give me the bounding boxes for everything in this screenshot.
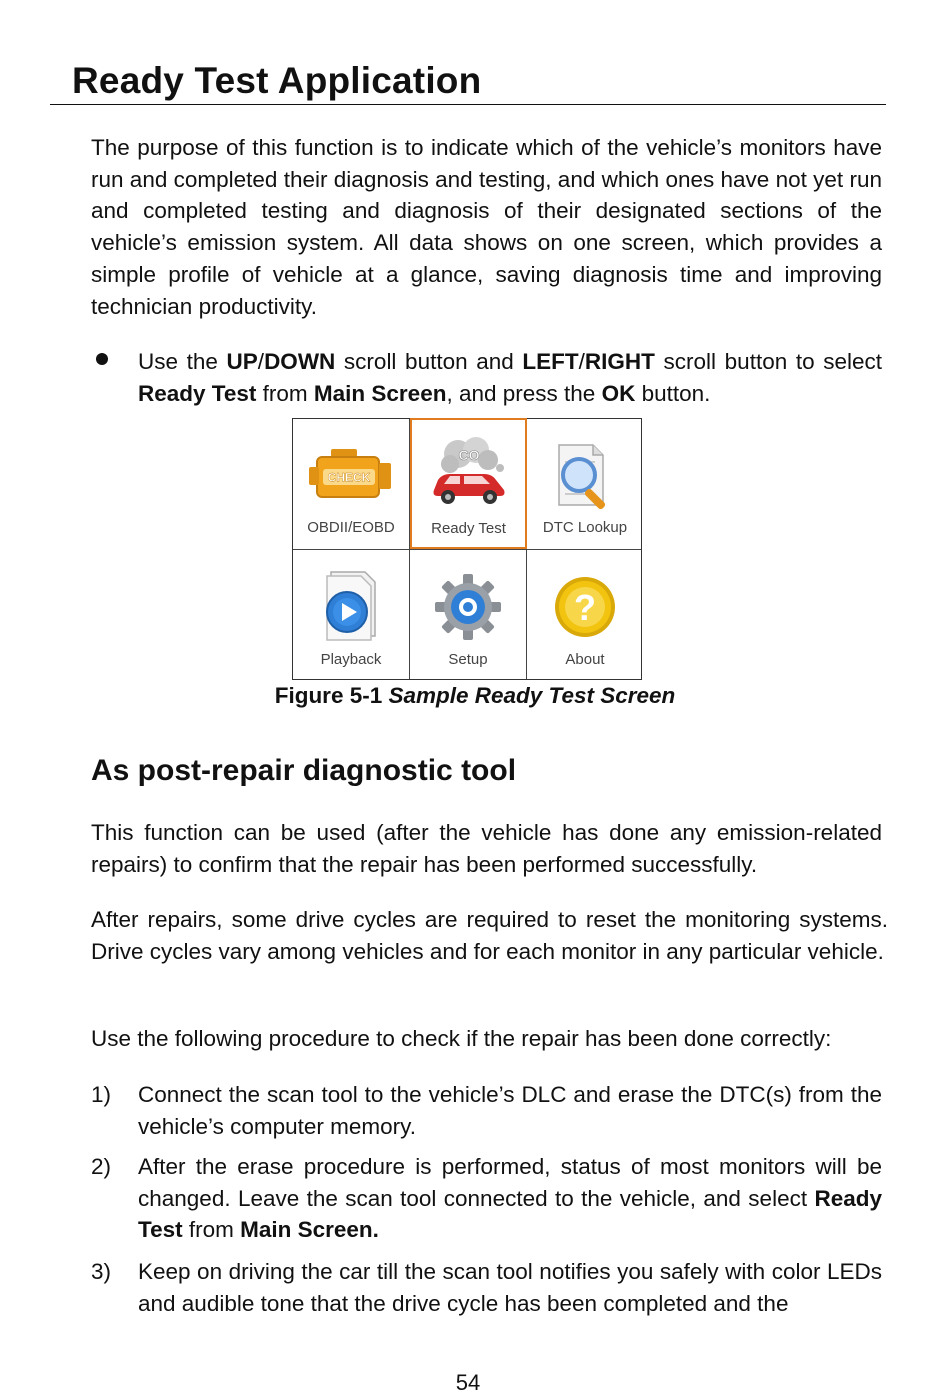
step-text: Keep on driving the car till the scan tool notifies you safely with color LEDs and audible tone that the drive cycle has been completed and the <box>138 1259 882 1316</box>
menu-item-label: DTC Lookup <box>542 519 628 536</box>
menu-item-label: About <box>565 651 605 668</box>
magnifier-document-icon <box>545 439 625 515</box>
question-mark: ? <box>574 587 596 628</box>
menu-item-label: Playback <box>320 651 382 668</box>
section-heading: As post-repair diagnostic tool <box>91 754 517 787</box>
step-text: After the erase procedure is performed, status of most monitors will be changed. Leave the scan tool connected to the vehicle, and select Ready Test from Main Screen. <box>138 1154 882 1243</box>
main-screen-menu <box>292 418 642 680</box>
intro-paragraph: The purpose of this function is to indicate which of the vehicle’s monitors have run and completed their diagnosis and testing, and which ones have not yet run and completed testing and diagnosis of their designated sections of the vehicle’s emission system. All data shows on one screen, which provides a simple profile of vehicle at a glance, saving diagnosis time and improving technician productivity. <box>91 135 882 319</box>
step-number: 1) <box>91 1082 112 1107</box>
menu-item-setup[interactable] <box>410 550 526 680</box>
step-number: 2) <box>91 1154 112 1179</box>
check-badge: CHECK <box>327 470 371 485</box>
co-badge: CO <box>458 447 479 463</box>
play-document-icon <box>311 568 391 644</box>
menu-item-ready-test[interactable] <box>410 418 527 549</box>
figure-caption: Figure 5-1 Sample Ready Test Screen <box>274 683 676 708</box>
paragraph: After repairs, some drive cycles are required to reset the monitoring systems. Drive cycles vary among vehicles and for each monitor in any particular vehicle. <box>91 907 888 964</box>
paragraph: This function can be used (after the vehicle has done any emission-related repairs) to confirm that the repair has been performed successfully. <box>91 820 882 877</box>
menu-item-label: OBDII/EOBD <box>307 519 395 536</box>
car-emission-icon <box>424 434 514 510</box>
gear-icon <box>433 572 503 642</box>
bullet-instruction: Use the UP/DOWN scroll button and LEFT/RIGHT scroll button to select Ready Test from Main Screen, and press the OK button. <box>138 349 883 406</box>
paragraph: Use the following procedure to check if the repair has been done correctly: <box>91 1026 832 1051</box>
question-icon <box>550 572 620 642</box>
title-divider <box>50 104 886 105</box>
step-number: 3) <box>91 1259 112 1284</box>
menu-item-about[interactable] <box>527 550 643 680</box>
check-engine-icon <box>307 445 395 505</box>
menu-item-playback[interactable] <box>293 550 409 680</box>
menu-item-dtc-lookup[interactable] <box>527 419 643 549</box>
menu-item-label: Ready Test <box>431 520 506 537</box>
page-title: Ready Test Application <box>72 60 482 101</box>
bullet-dot <box>96 353 108 365</box>
page-number: 54 <box>455 1370 481 1395</box>
step-text: Connect the scan tool to the vehicle’s DLC and erase the DTC(s) from the vehicle’s computer memory. <box>138 1082 882 1139</box>
menu-item-label: Setup <box>448 651 488 668</box>
menu-item-obdii-eobd[interactable] <box>293 419 409 549</box>
